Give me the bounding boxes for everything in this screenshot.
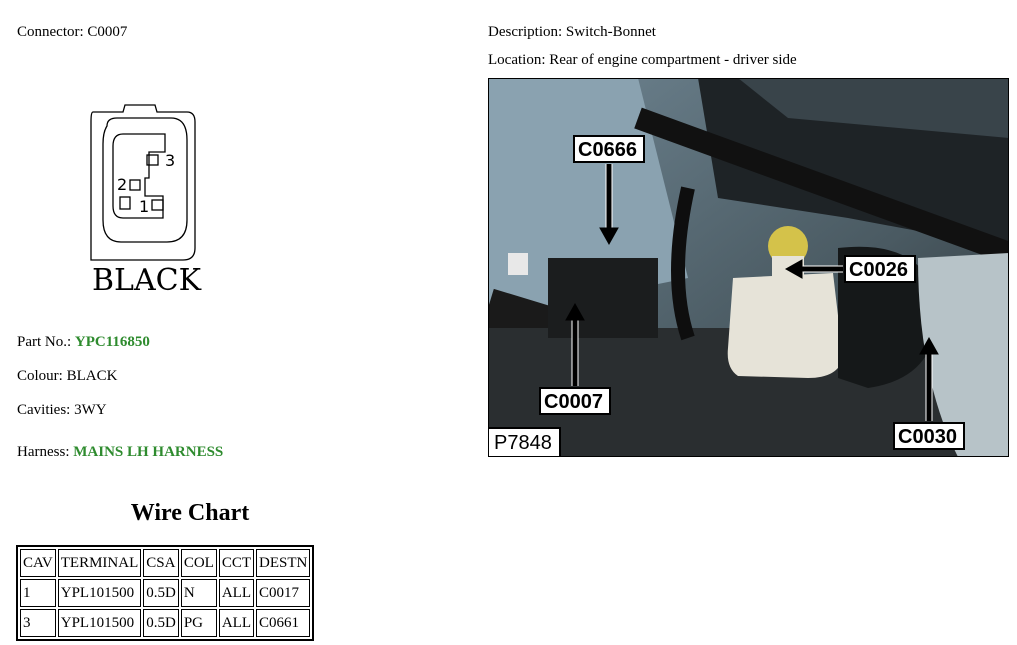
callout-c0030: C0030 (898, 426, 957, 448)
harness-line (17, 444, 223, 461)
engine-compartment-photo (488, 78, 1009, 457)
cell-terminal: YPL101500 (58, 579, 142, 607)
diagram-colour-label: BLACK (92, 263, 201, 298)
colour-label: Colour: (17, 368, 63, 384)
wire-chart-title: Wire Chart (130, 500, 250, 526)
wire-chart-table (16, 545, 314, 641)
harness-link[interactable]: MAINS LH HARNESS (73, 444, 224, 460)
table-row (20, 579, 310, 607)
header-csa: CSA (143, 549, 179, 577)
colour-line (17, 368, 117, 385)
part-number-link[interactable]: YPC116850 (74, 334, 150, 350)
pin-1-label: 1 (139, 197, 150, 216)
part-number-line (17, 334, 150, 351)
cell-col: PG (181, 609, 217, 637)
description-label: Description: (488, 24, 563, 40)
header-destn: DESTN (256, 549, 310, 577)
location-value: Rear of engine compartment - driver side (549, 52, 797, 68)
cell-destn: C0661 (256, 609, 310, 637)
cell-destn: C0017 (256, 579, 310, 607)
colour-value: BLACK (66, 368, 118, 384)
cell-cav: 3 (20, 609, 56, 637)
photo-ref-label: P7848 (494, 432, 552, 454)
pin-3-label: 3 (165, 151, 176, 170)
blank-cavity (120, 197, 130, 209)
cell-cct: ALL (219, 579, 254, 607)
reservoir-shape (728, 273, 843, 378)
cell-csa: 0.5D (143, 579, 179, 607)
pin-2-label: 2 (117, 175, 128, 194)
connector-line (17, 24, 127, 41)
cell-csa: 0.5D (143, 609, 179, 637)
wire-chart-header-row (20, 549, 310, 577)
cavities-label: Cavities: (17, 402, 71, 418)
cell-cav: 1 (20, 579, 56, 607)
connector-face-diagram (85, 100, 205, 300)
description-value: Switch-Bonnet (565, 24, 656, 40)
header-col: COL (181, 549, 217, 577)
cell-col: N (181, 579, 217, 607)
header-cav: CAV (20, 549, 56, 577)
harness-label: Harness: (17, 444, 70, 460)
callout-c0026: C0026 (849, 259, 908, 281)
cavities-line (17, 402, 107, 419)
description-line (488, 24, 656, 41)
part-number-label: Part No.: (17, 334, 72, 350)
connector-outer-shell (91, 105, 195, 260)
location-line (488, 52, 797, 69)
callout-c0007: C0007 (544, 391, 603, 413)
location-label: Location: (488, 52, 546, 68)
cavities-value: 3WY (74, 402, 107, 418)
bonnet-stop (508, 253, 528, 275)
callout-c0666: C0666 (578, 139, 637, 161)
table-row (20, 609, 310, 637)
header-cct: CCT (219, 549, 254, 577)
connector-value: C0007 (87, 24, 128, 40)
cell-cct: ALL (219, 609, 254, 637)
header-terminal: TERMINAL (58, 549, 142, 577)
connector-label: Connector: (17, 24, 84, 40)
cell-terminal: YPL101500 (58, 609, 142, 637)
switch-housing (548, 258, 658, 338)
pin-1-square (152, 200, 163, 210)
pin-2-square (130, 180, 140, 190)
